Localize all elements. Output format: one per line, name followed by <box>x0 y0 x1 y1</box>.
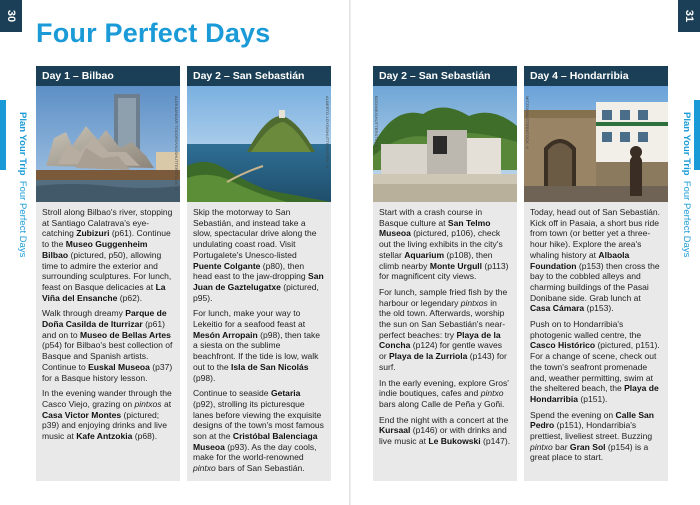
body-text: (p146) or with drinks and live music at <box>379 425 507 447</box>
san-telmo-illustration <box>373 86 517 202</box>
body-text: (p147). <box>480 436 511 447</box>
guggenheim-illustration <box>36 86 180 202</box>
body-text: bar <box>552 441 570 452</box>
body-text: (p113) for magnificent city views. <box>379 260 509 282</box>
body-text: Today, head out of San Sebastián. Kick off in Pasaia, a short bus ride from town (or better yet a three-hour hike). Explore the area's whaling history at <box>530 207 661 260</box>
card-paragraph <box>42 308 174 383</box>
day-card-2 <box>187 66 331 481</box>
place-name: Playa de Hondarribia <box>530 383 659 404</box>
body-text: (pictured; p39) and enjoying drinks and live music at <box>42 409 167 442</box>
place-name: San Juan de Gaztelugatxe <box>193 271 324 292</box>
page-title: Four Perfect Days <box>36 18 271 48</box>
place-name: Mesón Arropain <box>193 329 258 340</box>
side-tab-marker-right <box>694 100 700 170</box>
side-label-left <box>17 112 28 257</box>
place-name: Parque de Doña Casilda de Iturrizar <box>42 308 167 330</box>
italic-term: pintxo <box>530 441 553 452</box>
day-card-heading: Day 2 – San Sebastián <box>373 66 517 86</box>
body-text: (p54) for Bilbao's best collection of Basque and Spanish artists. Continue to <box>42 340 173 372</box>
place-name: Casco Histórico <box>530 340 596 351</box>
body-text: (p62). <box>117 292 143 303</box>
italic-term: pintxo <box>193 463 216 474</box>
card-paragraph <box>379 415 511 447</box>
body-text: bars along Calle de Peña y Goñi. <box>379 398 505 409</box>
body-text: in the old town. Afterwards, worship the sun on San Sebastián's near-perfect beaches: try <box>379 297 506 340</box>
italic-term: pintxo <box>480 388 504 399</box>
body-text: (p93). As the day cools, make for the world-renowned <box>193 441 317 463</box>
day-card-body <box>373 202 517 447</box>
place-name: Casa Victor Montes <box>42 409 122 420</box>
body-text: (pictured, p50), allowing time to admire the exterior and surrounding sculptures. For lunch, feast on Basque delicacies at <box>42 249 172 292</box>
place-name: Gran Sol <box>569 441 606 452</box>
photo-credit: ALEKSANDAR TODOROVIC/SHUTTERSTOCK © <box>174 96 179 192</box>
hondarribia-illustration <box>524 86 668 202</box>
place-name: Kafe Antzokia <box>76 431 133 442</box>
place-name: Puente Colgante <box>193 260 261 271</box>
body-text: (p153). <box>584 303 614 314</box>
day-card-body <box>187 202 331 474</box>
photo-credit: BOOMIE/SHUTTERSTOCK © <box>374 96 379 154</box>
day-card-heading: Day 4 – Hondarribia <box>524 66 668 86</box>
place-name: San Telmo Museoa <box>379 217 491 239</box>
body-text: (p151), Hondarribia's prettiest, liveliest street. Buzzing <box>530 420 653 442</box>
page-number-right-text: 31 <box>683 9 695 23</box>
place-name: Museo de Bellas Artes <box>80 329 171 340</box>
place-name: Calle San Pedro <box>530 409 655 431</box>
side-tab-marker-left <box>0 100 6 170</box>
day-card-4 <box>524 66 668 481</box>
card-paragraph <box>193 388 325 474</box>
side-label-section-right: Plan Your Trip <box>681 112 692 176</box>
page-number-left-text: 30 <box>5 9 17 23</box>
card-paragraph <box>530 207 662 314</box>
side-label-section-left: Plan Your Trip <box>17 112 28 176</box>
place-name: Playa de la Zurriola <box>388 351 468 362</box>
place-name: Aquarium <box>404 249 445 260</box>
photo-guggenheim <box>36 86 180 202</box>
body-text: (p37) for a Basque history lesson. <box>42 361 173 383</box>
card-paragraph <box>193 308 325 383</box>
photo-credit: MITZO/SHUTTERSTOCK © <box>525 96 530 151</box>
card-paragraph <box>193 207 325 303</box>
gaztelugatxe-illustration <box>187 86 331 202</box>
body-text: Walk through dreamy <box>42 308 126 319</box>
body-text: Push on to Hondarribia's photogenic walled centre, the <box>530 319 642 340</box>
place-name: Cristóbal Balenciaga Museoa <box>193 431 318 452</box>
place-name: Getaria <box>270 388 301 399</box>
italic-term: pintxos <box>460 297 488 308</box>
place-name: Casa Cámara <box>530 303 585 314</box>
place-name: Le Bukowski <box>428 436 481 447</box>
place-name: Albaola Foundation <box>530 249 630 271</box>
place-name: La Viña del Ensanche <box>42 281 166 303</box>
card-paragraph <box>42 207 174 303</box>
body-text: (p98). <box>193 372 216 383</box>
card-paragraph <box>379 207 511 282</box>
card-paragraph <box>530 319 662 405</box>
day-card-body <box>36 202 180 442</box>
body-text: (p108), then climb nearby <box>379 249 493 271</box>
day-card-1 <box>36 66 180 481</box>
day-card-body <box>524 202 668 463</box>
body-text: (p98), then take a siesta on the sublime beachfront. If the tide is low, walk out to the <box>193 329 320 372</box>
body-text: For lunch, sample fried fish by the harbour or legendary <box>379 286 508 308</box>
body-text: bars of San Sebastián. <box>215 463 305 474</box>
body-text: For lunch, make your way to Lekeitio for a seafood feast at <box>193 308 306 330</box>
side-label-subsection-left: Four Perfect Days <box>17 180 28 258</box>
body-text: (p61). Continue to the <box>42 228 171 250</box>
body-text: Continue to seaside <box>193 388 271 399</box>
body-text: (p61) and on to <box>42 319 166 340</box>
place-name: Euskal Museoa <box>88 361 150 372</box>
body-text: In the evening wander through the Casco Viejo, grazing on <box>42 388 172 409</box>
body-text: (p143) for surf. <box>379 351 507 372</box>
body-text: at <box>161 398 172 409</box>
body-text: End the night with a concert at the <box>379 414 509 425</box>
photo-credit: ALBERTO LOYO/SHUTTERSTOCK © <box>325 96 330 170</box>
day-card-heading: Day 2 – San Sebastián <box>187 66 331 86</box>
place-name: Playa de la Concha <box>379 329 501 351</box>
side-label-subsection-right: Four Perfect Days <box>681 180 692 258</box>
card-paragraph <box>379 378 511 410</box>
body-text: Start with a crash course in Basque culture at <box>379 207 483 228</box>
body-text: Stroll along Bilbao's river, stopping at Santiago Calatrava's eye-catching <box>42 207 173 239</box>
day-card-heading: Day 1 – Bilbao <box>36 66 180 86</box>
place-name: Zubizuri <box>76 228 110 239</box>
body-text: (p68). <box>132 431 158 442</box>
body-text: (p80), then head east to the jaw-dropping <box>193 260 308 282</box>
body-text: Skip the motorway to San Sebastián, and instead take a slow, spectacular drive along the undulating coast road. Visit Portugalete's Unesco-listed <box>193 207 317 260</box>
body-text: (p151). <box>577 393 608 404</box>
photo-san-telmo <box>373 86 517 202</box>
body-text: (p153) then cross the bay to the cobbled alleys and charming buildings of the Pasai Donibane side. Grab lunch at <box>530 260 660 303</box>
place-name: Isla de San Nicolás <box>231 361 309 372</box>
body-text: Spend the evening on <box>530 409 616 420</box>
card-paragraph <box>379 287 511 373</box>
place-name: Monte Urgull <box>429 260 483 271</box>
body-text: (pictured, p106), check out the living exhibits in the city's stellar <box>379 228 503 260</box>
body-text: (p92), strolling its picturesque lanes before viewing the exquisite designs of the town's most famous son at the <box>193 398 324 442</box>
body-text: (p154) is a great place to start. <box>530 441 649 463</box>
place-name: Museo Guggenheim Bilbao <box>42 239 148 260</box>
body-text: In the early evening, explore Gros' indie boutiques, cafes and <box>379 377 509 399</box>
photo-hondarribia <box>524 86 668 202</box>
body-text: (pictured, p95). <box>193 281 319 303</box>
page-number-left <box>0 0 22 32</box>
photo-gaztelugatxe <box>187 86 331 202</box>
card-paragraph <box>42 388 174 442</box>
card-paragraph <box>530 410 662 464</box>
body-text: (pictured, p151). For a change of scene, check out the town's seafront promenade and, weather permitting, swim at the sheltered beach, the <box>530 340 660 394</box>
page-number-right <box>678 0 700 32</box>
body-text: (p124) for gentle waves or <box>379 340 503 362</box>
italic-term: pintxos <box>134 398 162 409</box>
place-name: Kursaal <box>379 425 411 436</box>
book-gutter <box>349 0 351 505</box>
side-label-right <box>681 112 692 257</box>
day-card-3 <box>373 66 517 481</box>
